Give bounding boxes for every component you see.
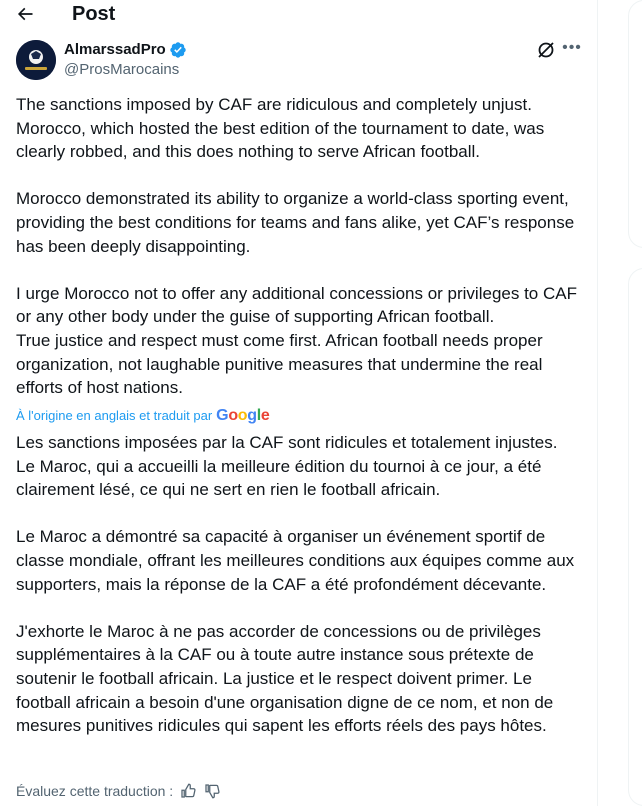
thumbs-up-icon[interactable] — [179, 782, 197, 800]
rate-translation-label: Évaluez cette traduction : — [16, 783, 174, 799]
grok-icon[interactable] — [536, 40, 556, 60]
translation-note — [16, 407, 270, 425]
sidebar-card-top — [628, 0, 642, 248]
google-logo: Google — [216, 407, 270, 424]
back-arrow-icon — [15, 4, 35, 24]
translation-note-label: À l'origine en anglais et traduit par — [16, 408, 213, 423]
sidebar-card-bottom — [628, 268, 642, 806]
verified-badge-icon — [169, 41, 187, 59]
avatar[interactable] — [16, 40, 56, 80]
page-header — [0, 0, 598, 30]
page-title: Post — [72, 3, 116, 25]
author-handle[interactable]: @ProsMarocains — [64, 61, 180, 78]
post-original-text: The sanctions imposed by CAF are ridiculous and completely unjust. Morocco, which hosted the best edition of the tournament to date, was clearly robbed, and this does nothing to serve African football. Morocco demonstrated its ability to organize a world-class sporting event, providing the best conditions for teams and fans alike, yet CAF’s response has been deeply disappointing. I urge Morocco not to offer any additional concessions or privileges to CAF or any other body under the guise of supporting African football. True justice and respect must come first. African football needs proper organization, not laughable punitive measures that undermine the real efforts of host nations. — [16, 95, 577, 398]
back-button[interactable] — [10, 0, 40, 28]
post-translated-text: Les sanctions imposées par la CAF sont ridicules et totalement injustes. Le Maroc, qui a accueilli la meilleure édition du tournoi à ce jour, a été clairement lésé, ce qui ne sert en rien le football africain. Le Maroc a démontré sa capacité à organiser un événement sportif de classe mondiale, offrant les meilleures conditions aux équipes comme aux supporters, mais la réponse de la CAF a été profondément décevante. J'exhorte le Maroc à ne pas accorder de concessions ou de privilèges supplémentaires à la CAF ou à toute autre instance sous prétexte de soutenir le football africain. La justice et le respect doivent primer. Le football africain a besoin d'une organisation digne de ce nom, et non de mesures punitives ridicules qui sapent les efforts réels des pays hôtes. — [16, 433, 575, 736]
rate-translation-row — [16, 782, 221, 800]
author-display-name[interactable]: AlmarssadPro — [64, 41, 166, 58]
thumbs-down-icon[interactable] — [203, 782, 221, 800]
avatar-logo-icon — [16, 40, 56, 80]
author-name-row — [64, 40, 187, 60]
more-icon[interactable]: ••• — [562, 39, 582, 56]
